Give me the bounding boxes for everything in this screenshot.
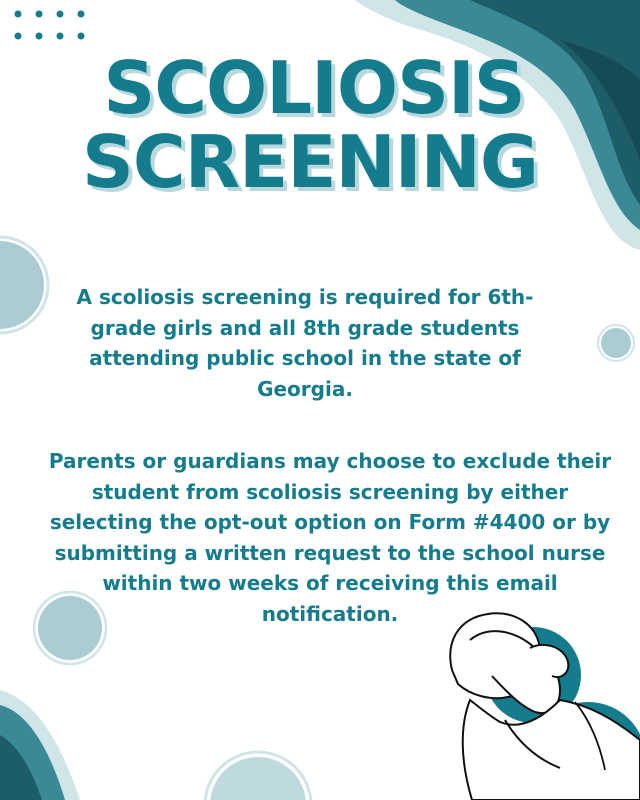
- bottom-bubble-icon: [205, 752, 311, 800]
- screening-requirement-text: A scoliosis screening is required for 6th-grade girls and all 8th grade students attending public school in the state of Georgia.: [76, 285, 534, 401]
- right-small-bubble-icon: [598, 325, 634, 361]
- person-back-pain-illustration-icon: [450, 613, 640, 800]
- bottom-left-wave-shape-icon: [0, 690, 80, 800]
- title-line-2: SCREENING: [82, 120, 538, 204]
- title-line-1: SCOLIOSIS: [103, 46, 525, 130]
- left-bubble-icon: [0, 237, 48, 333]
- opt-out-instructions-text: Parents or guardians may choose to exclude their student from scoliosis screening by either selecting the opt-out option on Form #4400 or by submitting a written request to the school nurse within two weeks of receiving this email notification.: [48, 449, 612, 626]
- decorative-dots-icon: [10, 8, 90, 44]
